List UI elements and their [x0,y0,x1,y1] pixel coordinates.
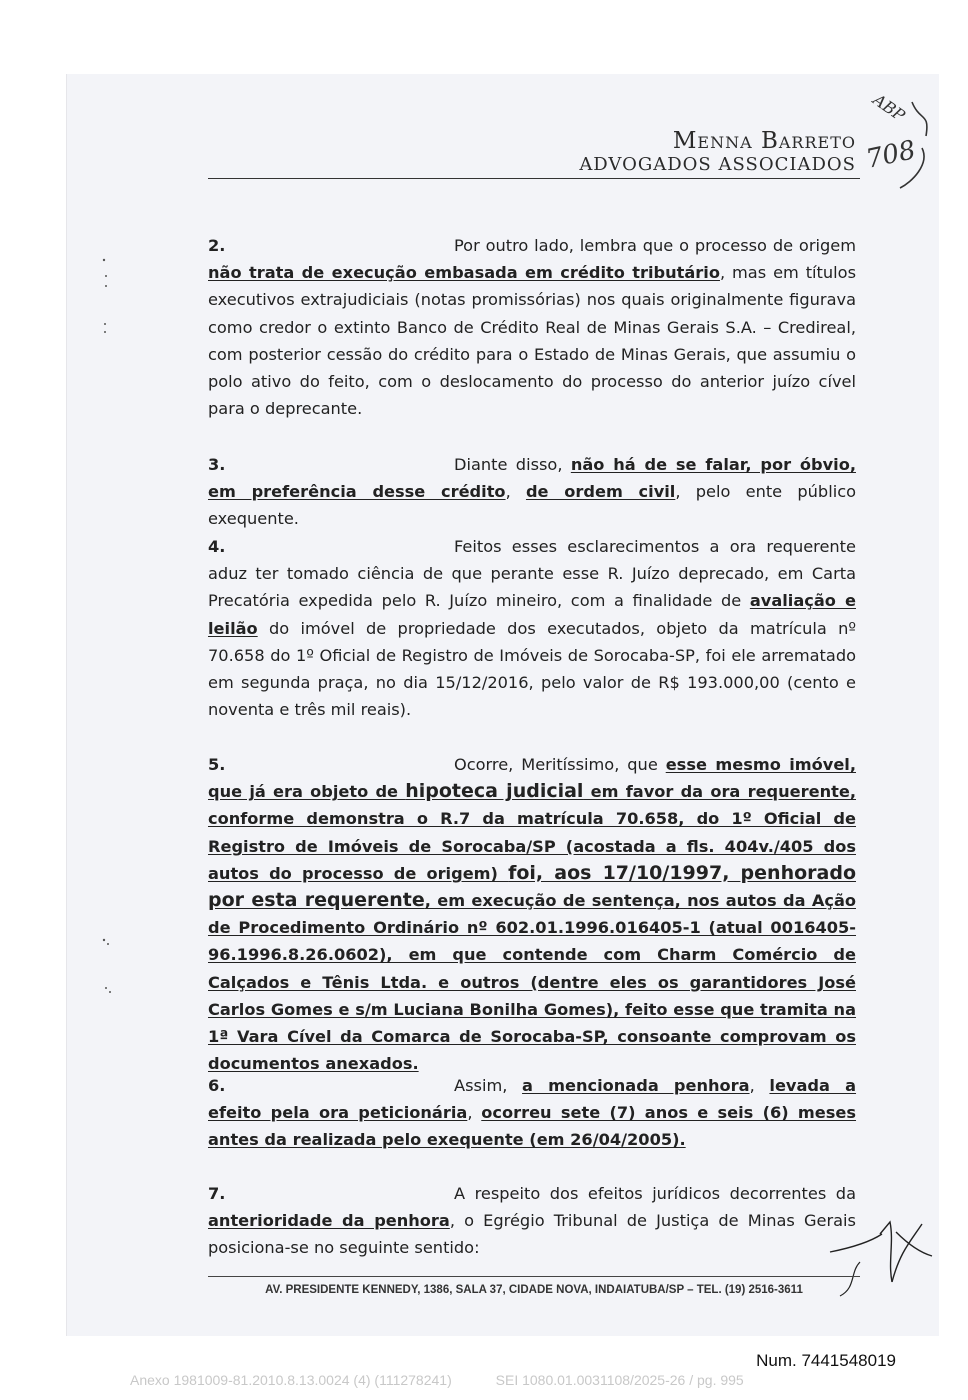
paragraph-text: Ocorre, Meritíssimo, que [454,755,666,774]
paragraph-7 [208,1180,856,1262]
margin-scan-marks [100,240,130,1040]
paragraph-text: , mas em títulos executivos extrajudiciais (notas promissórias) nos quais originalmente figurava como credor o extinto Banco de Crédito Real de Minas Gerais S.A. – Credireal, com posterior cessão do crédito para o Estado de Minas Gerais, que assumiu o polo ativo do feito, com o deslocamento do processo do anterior juízo cível para o deprecante. [208,263,856,419]
handwritten-scribble-icon [860,89,940,192]
paragraph-text: A respeito dos efeitos jurídicos decorrentes da [454,1184,856,1203]
paragraph-emphasis: a mencionada penhora [522,1076,750,1095]
document-number: Num. 7441548019 [756,1351,896,1370]
firm-name: Menna Barreto [672,128,856,154]
footer-address: AV. PRESIDENTE KENNEDY, 1386, SALA 37, CIDADE NOVA, INDAIATUBA/SP – TEL. (19) 2516-3611 [265,1284,803,1296]
paragraph-emphasis: avaliação e leilão [208,591,856,638]
paragraph-emphasis: não trata de execução embasada em crédito tributário [208,263,720,283]
paragraph-text: do imóvel de propriedade dos executados, objeto da matrícula nº 70.658 do 1º Oficial de Registro de Imóveis de Sorocaba-SP, foi ele arrematado em segunda praça, no dia 15/12/2016, pelo valor de R$ 193.000,00 (cento e noventa e três mil reais). [208,618,856,720]
firm-subtitle: ADVOGADOS ASSOCIADOS [579,154,856,175]
annex-line [130,1372,850,1388]
paragraph-text: Feitos esses esclarecimentos a ora requerente aduz ter tomado ciência de que perante esse R. Juízo deprecado, em Carta Precatória expedida pelo R. Juízo mineiro, com a finalidade de [208,537,856,611]
paragraph-2 [208,232,856,422]
paragraph-emphasis: em favor da ora requerente, conforme demonstra o R.7 da matrícula 70.658, do 1º Oficial de Registro de Imóveis de Sorocaba/SP (acostada a fls. 404v./405 dos autos do processo de origem) [208,782,856,883]
signature-icon [810,1212,940,1312]
paragraph-number: 4. [208,537,226,556]
paragraph-emphasis: , em execução de sentença, nos autos da Ação de Procedimento Ordinário nº 602.01.1996.016405-1 (atual 0016405-96.1996.8.26.0602), em que contende com Charm Comércio de Calçados e Tênis Ltda. e outros (dentre eles os garantidores José Carlos Gomes e s/m Luciana Bonilha Gomes), feito esse que tramita na 1ª Vara Cível da Comarca de Sorocaba-SP, consoante comprovam os documentos anexados. [208,891,856,1074]
annex-reference: Anexo 1981009-81.2010.8.13.0024 (4) (111278241) [130,1372,452,1388]
paragraph-text: , [749,1076,770,1095]
paragraph-number: 2. [208,236,226,255]
paragraph-emphasis: esse mesmo imóvel, que já era objeto de [208,755,856,802]
paragraph-text: Diante disso, [454,455,571,474]
firm-letterhead [579,128,856,176]
paragraph-4 [208,533,856,723]
paragraph-text: Assim, [454,1076,523,1095]
paragraph-text: , o Egrégio Tribunal de Justiça de Minas Gerais posiciona-se no seguinte sentido: [208,1211,856,1258]
footer-rule [208,1276,860,1277]
sei-reference: SEI 1080.01.0031108/2025-26 / pg. 995 [495,1372,744,1388]
paragraph-text: Por outro lado, lembra que o processo de origem [454,236,856,255]
paragraph-emphasis: ocorreu sete (7) anos e seis (6) meses antes da realizada pelo exequente (em 26/04/2005). [208,1103,857,1150]
header-rule [208,178,860,179]
handwritten-page-number: 708 [863,135,919,175]
paragraph-text: , [505,482,526,502]
paragraph-emphasis: anterioridade da penhora [208,1211,450,1231]
paragraph-emphasis: não há de se falar, por óbvio, em preferência desse crédito [208,455,856,502]
paragraph-emphasis: de ordem civil [525,482,676,502]
paragraph-number: 7. [208,1184,226,1203]
paragraph-5 [208,751,856,1077]
paragraph-6 [208,1072,856,1154]
paragraph-text: , pelo ente público exequente. [208,482,857,529]
paragraph-text: , [467,1103,482,1123]
paragraph-number: 5. [208,755,226,774]
handwritten-page-top: ABP [869,89,909,126]
paragraph-number: 3. [208,455,226,474]
paragraph-emphasis-large: foi, aos 17/10/1997, penhorado por esta requerente [208,861,856,912]
paragraph-emphasis: levada a efeito pela ora peticionária [208,1076,857,1123]
paragraph-3 [208,451,856,533]
paragraph-number: 6. [208,1076,226,1095]
paragraph-emphasis-large: hipoteca judicial [405,780,584,803]
